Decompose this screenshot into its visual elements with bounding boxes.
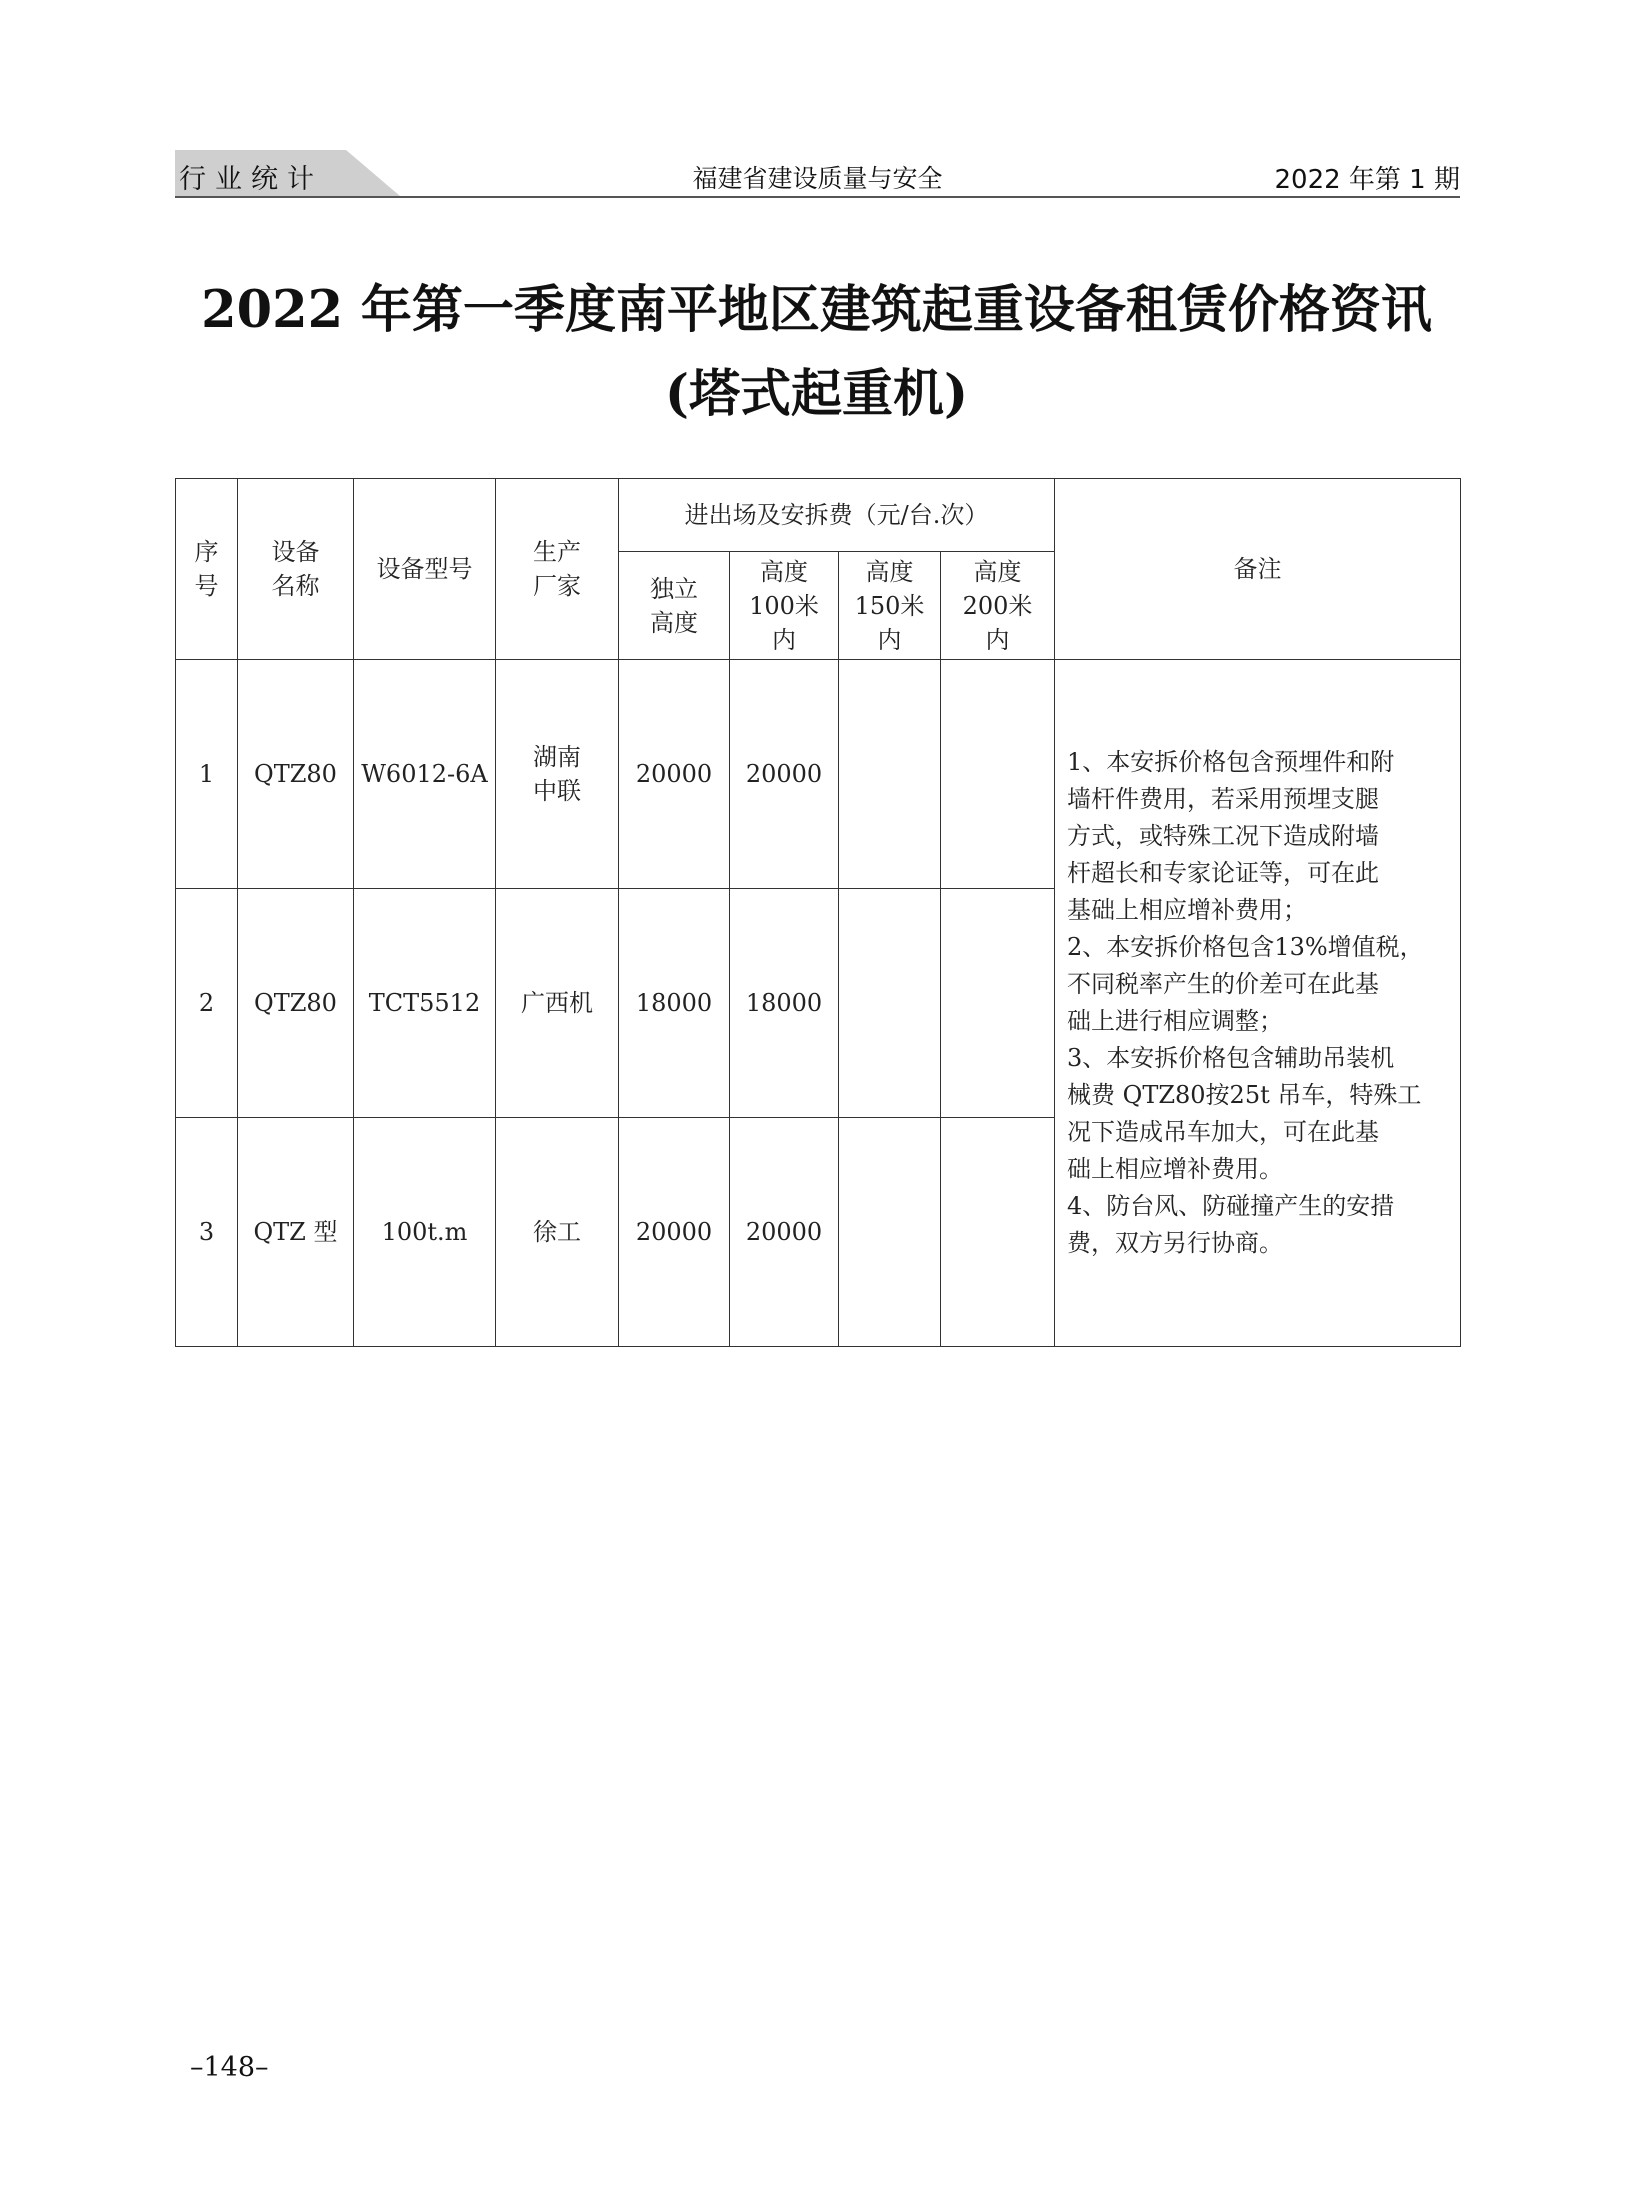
page-number: –148– <box>190 2052 269 2083</box>
page-subtitle: (塔式起重机) <box>664 364 969 424</box>
header-name: 设备 名称 <box>238 479 354 660</box>
header-fee-group: 进出场及安拆费（元/台.次） <box>619 479 1055 552</box>
header-remarks: 备注 <box>1055 479 1461 660</box>
cell-height-200 <box>941 660 1055 889</box>
cell-height-100: 20000 <box>730 660 839 889</box>
header-height-200: 高度 200米 内 <box>941 552 1055 660</box>
cell-maker: 徐工 <box>496 1118 619 1347</box>
header-height-independent: 独立 高度 <box>619 552 730 660</box>
header-seq: 序 号 <box>176 479 238 660</box>
cell-maker: 广西机 <box>496 889 619 1118</box>
header-height-100: 高度 100米 内 <box>730 552 839 660</box>
cell-model: W6012-6A <box>354 660 496 889</box>
cell-height-150 <box>839 1118 941 1347</box>
price-table <box>175 478 1461 1347</box>
cell-height-independent: 20000 <box>619 1118 730 1347</box>
header-height-150: 高度 150米 内 <box>839 552 941 660</box>
header-model: 设备型号 <box>354 479 496 660</box>
cell-height-independent: 18000 <box>619 889 730 1118</box>
cell-height-independent: 20000 <box>619 660 730 889</box>
cell-height-150 <box>839 889 941 1118</box>
cell-name: QTZ80 <box>238 660 354 889</box>
cell-seq: 3 <box>176 1118 238 1347</box>
cell-seq: 2 <box>176 889 238 1118</box>
cell-maker: 湖南 中联 <box>496 660 619 889</box>
journal-name: 福建省建设质量与安全 <box>692 164 943 193</box>
cell-model: 100t.m <box>354 1118 496 1347</box>
header-rule <box>175 196 1460 198</box>
header-maker: 生产 厂家 <box>496 479 619 660</box>
running-header <box>175 150 1460 196</box>
cell-height-100: 20000 <box>730 1118 839 1347</box>
cell-name: QTZ 型 <box>238 1118 354 1347</box>
cell-height-200 <box>941 1118 1055 1347</box>
cell-height-200 <box>941 889 1055 1118</box>
page-title: 2022 年第一季度南平地区建筑起重设备租赁价格资讯 <box>201 280 1432 340</box>
cell-name: QTZ80 <box>238 889 354 1118</box>
cell-height-100: 18000 <box>730 889 839 1118</box>
cell-model: TCT5512 <box>354 889 496 1118</box>
table-row <box>176 660 1461 889</box>
remarks-cell: 1、本安拆价格包含预埋件和附 墙杆件费用，若采用预埋支腿 方式，或特殊工况下造成附墙 杆超长和专家论证等，可在此 基础上相应增补费用； 2、本安拆价格包含13%增值税， 不同税率产生的价差可在此基 础上进行相应调整； 3、本安拆价格包含辅助吊装机 械费 QTZ80按25t 吊车，特殊工 况下造成吊车加大，可在此基 础上相应增补费用。 4、防台风、防碰撞产生的安措 费，双方另行协商。 <box>1055 660 1461 1347</box>
section-label: 行业统计 <box>179 164 323 195</box>
issue-label: 2022 年第 1 期 <box>1274 165 1460 195</box>
cell-height-150 <box>839 660 941 889</box>
cell-seq: 1 <box>176 660 238 889</box>
